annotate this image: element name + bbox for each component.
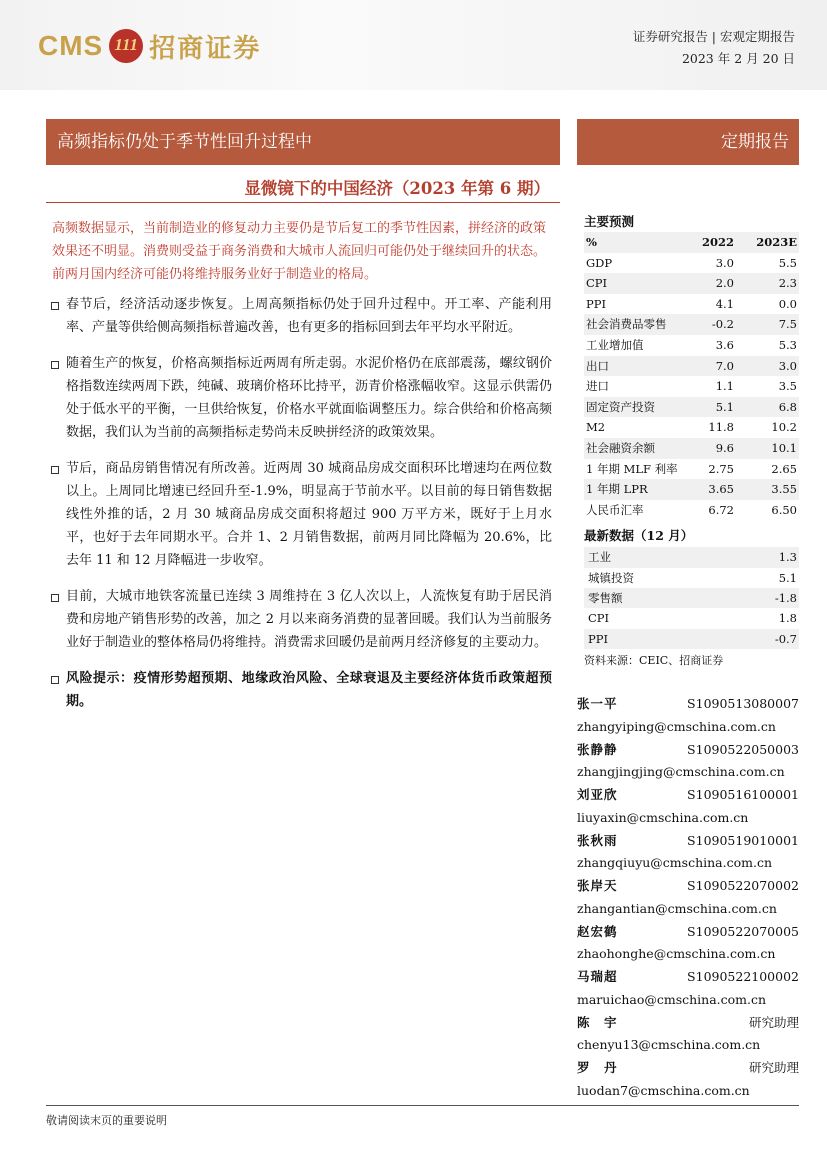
table-row: CPI 1.8 <box>588 611 797 626</box>
logo-cms-text: CMS <box>38 30 104 61</box>
analyst-row: 张静静 S1090522050003 <box>577 741 799 757</box>
table-row: PPI 4.1 0.0 <box>584 294 799 315</box>
bullet-square-icon <box>51 466 59 474</box>
analyst-email[interactable]: zhangantian@cmschina.com.cn <box>577 900 777 916</box>
bullet-item: 随着生产的恢复，价格高频指标近两周有所走弱。水泥价格仍在底部震荡，螺纹钢价格指数连续两周下跌，纯碱、玻璃价格环比持平，沥青价格涨幅收窄。这显示供需仍处于低水平的平衡，一旦供给恢复，价格水平就面临调整压力。综合供给和价格高频数据，我们认为当前的高频指标走势尚未反映拼经济的政策效果。 <box>52 352 552 444</box>
analyst-row: 刘亚欣 S1090516100001 <box>577 787 799 802</box>
bullet-square-icon <box>51 302 59 310</box>
analyst-row: 张岸天 S1090522070002 <box>577 878 799 893</box>
bullet-square-icon <box>51 361 59 369</box>
table-row: 城镇投资 5.1 <box>588 570 797 585</box>
table-row: 固定资产投资 5.1 6.8 <box>584 397 799 418</box>
analyst-email[interactable]: luodan7@cmschina.com.cn <box>577 1082 750 1098</box>
table-row: 工业 1.3 <box>584 547 799 567</box>
table-row: 进口 1.1 3.5 <box>584 376 799 397</box>
table-row: 社会融资余额 9.6 10.1 <box>584 438 799 459</box>
logo-badge-icon: 111 <box>109 29 143 63</box>
bullet-item: 节后，商品房销售情况有所改善。近两周 30 城商品房成交面积环比增速均在两位数以上。上周同比增速已经回升至-1.9%，明显高于节前水平。以目前的每日销售数据线性外推的话，2 月 30 城商品房成交面积将超过 900 万平方米，既好于上月水平，也好于去年同期水平。合并 1、2 月销售数据，前两月同比降幅为 20.6%，比去年 11 和 12 月降幅进一步收窄。 <box>52 457 552 572</box>
forecast-title: 主要预测 <box>584 214 635 229</box>
table-row: 零售额 -1.8 <box>584 588 799 608</box>
analyst-row: 罗 丹 研究助理 <box>577 1060 799 1075</box>
analyst-list <box>577 693 799 1103</box>
company-logo <box>38 26 261 66</box>
table-row: 1 年期 MLF 利率 2.75 2.65 <box>584 459 799 480</box>
summary-paragraph: 高频数据显示，当前制造业的修复动力主要仍是节后复工的季节性因素，拼经济的政策效果还不明显。消费则受益于商务消费和大城市人流回归可能仍处于继续回升的状态。前两月国内经济可能仍将维持服务业好于制造业的格局。 <box>52 221 547 282</box>
table-row: 出口 7.0 3.0 <box>584 356 799 377</box>
table-row: 社会消费品零售 -0.2 7.5 <box>584 314 799 335</box>
footer-divider <box>46 1105 799 1106</box>
logo-cn-text: 招商证券 <box>149 33 262 64</box>
report-date: 2023 年 2 月 20 日 <box>681 51 795 66</box>
analyst-email[interactable]: liuyaxin@cmschina.com.cn <box>577 809 749 825</box>
risk-warning: 风险提示：疫情形势超预期、地缘政治风险、全球衰退及主要经济体货币政策超预期。 <box>52 667 552 713</box>
analyst-email[interactable]: maruichao@cmschina.com.cn <box>577 991 767 1007</box>
analyst-email[interactable]: zhangqiuyu@cmschina.com.cn <box>577 855 773 871</box>
analyst-row: 马瑞超 S1090522100002 <box>577 969 799 984</box>
bullet-item: 春节后，经济活动逐步恢复。上周高频指标仍处于回升过程中。开工率、产能利用率、产量等供给侧高频指标普遍改善，也有更多的指标回到去年平均水平附近。 <box>52 293 552 339</box>
data-source: 资料来源：CEIC、招商证券 <box>584 653 724 667</box>
analyst-email[interactable]: zhangyiping@cmschina.com.cn <box>577 718 776 734</box>
analyst-row: 张一平 S1090513080007 <box>577 696 799 711</box>
report-subtitle: 显微镜下的中国经济（2023 年第 6 期） <box>244 179 550 198</box>
bullet-list <box>52 293 552 726</box>
report-type: 证券研究报告 | 宏观定期报告 <box>632 29 795 44</box>
analyst-email[interactable]: zhaohonghe@cmschina.com.cn <box>577 946 776 962</box>
analyst-row: 赵宏鹤 S1090522070005 <box>577 923 799 939</box>
analyst-email[interactable]: zhangjingjing@cmschina.com.cn <box>577 764 785 780</box>
table-row: PPI -0.7 <box>584 629 799 649</box>
headline-bar: 高频指标仍处于季节性回升过程中 <box>46 119 560 165</box>
table-row: 工业增加值 3.6 5.3 <box>584 335 799 356</box>
bullet-square-icon <box>51 676 59 684</box>
table-row: 1 年期 LPR 3.65 3.55 <box>584 479 799 500</box>
report-meta <box>633 26 795 70</box>
forecast-panel <box>584 212 799 668</box>
latest-data-title: 最新数据（12 月） <box>584 528 694 544</box>
analyst-row: 陈 宇 研究助理 <box>577 1014 799 1030</box>
analyst-email[interactable]: chenyu13@cmschina.com.cn <box>577 1037 761 1053</box>
footer-note: 敬请阅读末页的重要说明 <box>46 1114 167 1127</box>
bullet-item: 目前，大城市地铁客流量已连续 3 周维持在 3 亿人次以上，人流恢复有助于居民消费和房地产销售形势的改善，加之 2 月以来商务消费的显著回暖。我们认为当前服务业好于制造业的整体格局仍将维持。消费需求回暖仍是前两月经济修复的主要动力。 <box>52 585 552 654</box>
bullet-square-icon <box>51 594 59 602</box>
table-row: GDP 3.0 5.5 <box>584 253 799 274</box>
table-row: 人民币汇率 6.72 6.50 <box>584 500 799 521</box>
report-category-bar: 定期报告 <box>577 119 799 165</box>
analyst-row: 张秋雨 S1090519010001 <box>577 832 799 848</box>
forecast-header-row: % 2022 2023E <box>584 232 799 253</box>
subtitle-divider <box>46 202 560 203</box>
table-row: CPI 2.0 2.3 <box>584 273 799 294</box>
table-row: M2 11.8 10.2 <box>584 417 799 438</box>
